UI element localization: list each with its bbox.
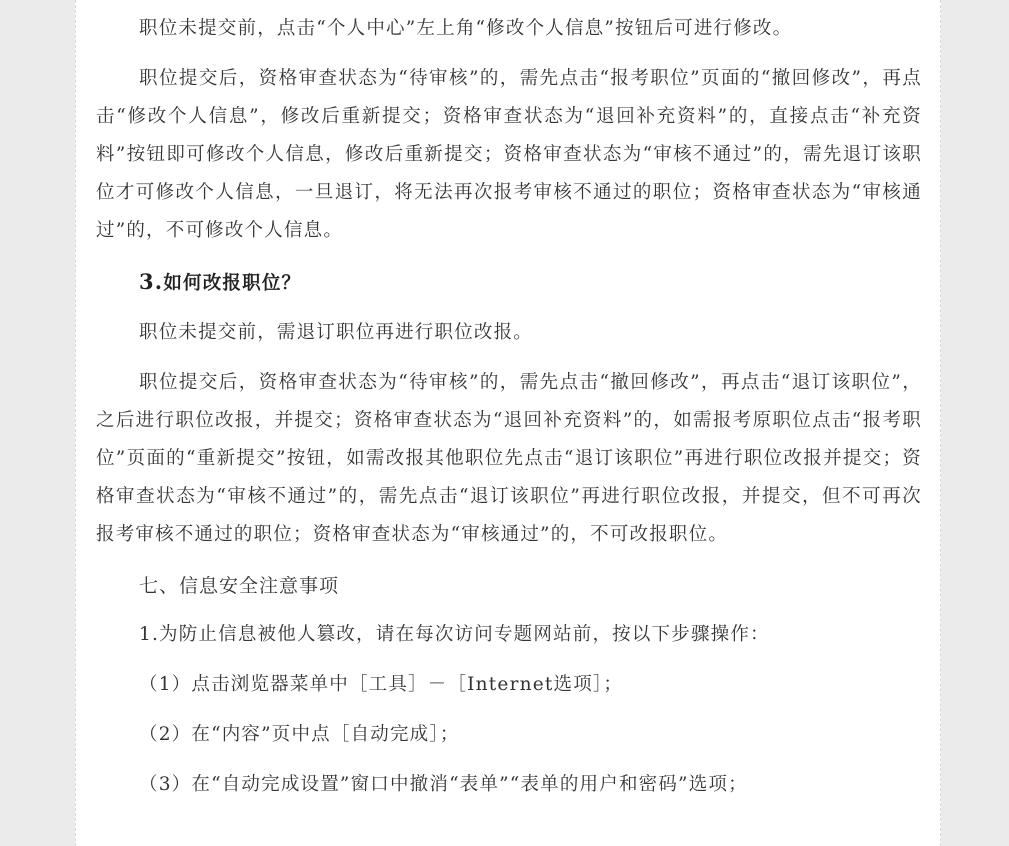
- paragraph-change-after-submit: 职位提交后，资格审查状态为“待审核”的，需先点击“撤回修改”，再点击“退订该职位”，之后进行职位改报，并提交；资格审查状态为“退回补充资料”的，如需报考原职位点击“报考职位”页面的“重新提交”按钮，如需改报其他职位先点击“退订该职位”再进行职位改报并提交；资格审查状态为“审核不通过”的，需先点击“退订该职位”再进行职位改报，并提交，但不可再次报考审核不通过的职位；资格审查状态为“审核通过”的，不可改报职位。: [96, 372, 922, 545]
- security-step-1: （1）点击浏览器菜单中［工具］－［Internet选项］；: [139, 674, 624, 695]
- paragraph-change-before-submit: 职位未提交前，需退订职位再进行职位改报。: [139, 322, 534, 343]
- paragraph-edit-after-submit: 职位提交后，资格审查状态为“待审核”的，需先点击“报考职位”页面的“撤回修改”，再点击“修改个人信息”，修改后重新提交；资格审查状态为“退回补充资料”的，直接点击“补充资料”按钮即可修改个人信息，修改后重新提交；资格审查状态为“审核不通过”的，需先退订该职位才可修改个人信息，一旦退订，将无法再次报考审核不通过的职位；资格审查状态为“审核通过”的，不可修改个人信息。: [96, 68, 922, 241]
- document-page: [75, 0, 941, 846]
- security-step-3: （3）在“自动完成设置”窗口中撤消“表单”“表单的用户和密码”选项；: [139, 774, 748, 795]
- security-item-1: 1.为防止信息被他人篡改，请在每次访问专题网站前，按以下步骤操作：: [139, 624, 770, 645]
- section-title-security: 七、信息安全注意事项: [139, 575, 340, 597]
- document-content: [96, 10, 922, 816]
- question-number: 3.: [139, 269, 164, 294]
- question-text: 如何改报职位？: [163, 273, 302, 294]
- paragraph-edit-before-submit: 职位未提交前，点击“个人中心”左上角“修改个人信息”按钮后可进行修改。: [139, 18, 793, 39]
- security-step-2: （2）在“内容”页中点［自动完成］；: [139, 724, 460, 745]
- question-heading-change-position: [96, 262, 922, 304]
